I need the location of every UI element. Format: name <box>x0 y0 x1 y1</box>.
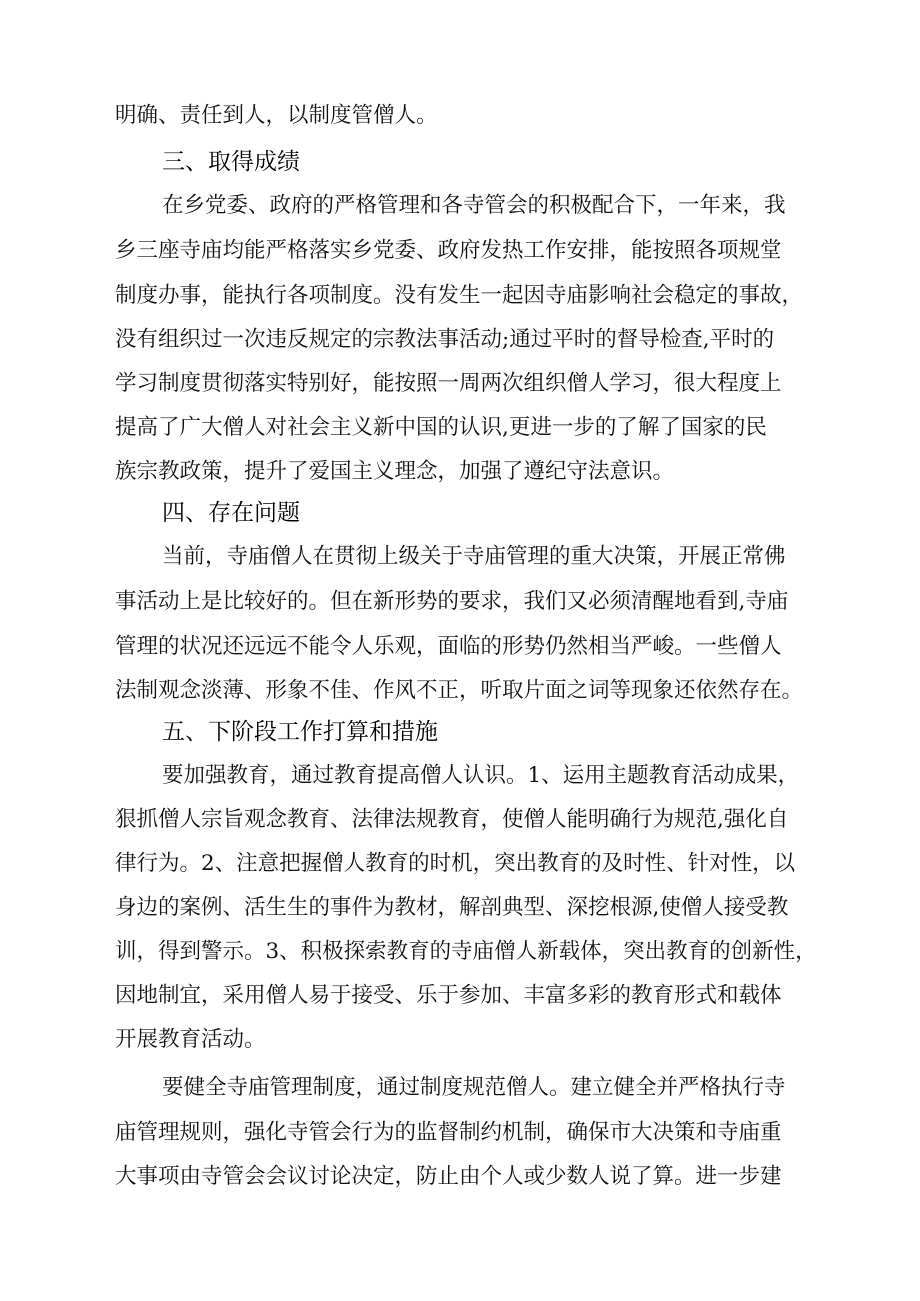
achievements-paragraph-line: 乡三座寺庙均能严格落实乡党委、政府发热工作安排，能按照各项规堂 <box>115 238 782 263</box>
regulations-paragraph-line: 要健全寺庙管理制度，通过制度规范僧人。建立健全并严格执行寺 <box>162 1075 786 1100</box>
problems-paragraph-line: 当前，寺庙僧人在贯彻上级关于寺庙管理的重大决策，开展正常佛 <box>162 544 786 569</box>
next-steps-paragraph-line: 训，得到警示。3、积极探索教育的寺庙僧人新载体，突出教育的创新性， <box>115 939 817 964</box>
achievements-paragraph-line: 制度办事，能执行各项制度。没有发生一起因寺庙影响社会稳定的事故， <box>115 283 804 308</box>
achievements-paragraph-line: 在乡党委、政府的严格管理和各寺管会的积极配合下，一年来，我 <box>162 193 786 218</box>
section-heading-next-steps: 五、下阶段工作打算和措施 <box>162 719 438 745</box>
achievements-paragraph-line: 没有组织过一次违反规定的宗教法事活动;通过平时的督导检查,平时的 <box>115 327 775 352</box>
achievements-paragraph-line: 提高了广大僧人对社会主义新中国的认识,更进一步的了解了国家的民 <box>115 415 767 440</box>
next-steps-paragraph-line: 要加强教育，通过教育提高僧人认识。1、运用主题教育活动成果， <box>162 763 800 788</box>
section-heading-problems: 四、存在问题 <box>162 500 300 526</box>
problems-paragraph-line: 事活动上是比较好的。但在新形势的要求，我们又必须清醒地看到,寺庙 <box>115 589 789 614</box>
next-steps-paragraph-line: 身边的案例、活生生的事件为教材，解剖典型、深挖根源,使僧人接受教 <box>115 895 789 920</box>
next-steps-paragraph-line: 狠抓僧人宗旨观念教育、法律法规教育，使僧人能明确行为规范,强化自 <box>115 807 789 832</box>
regulations-paragraph-line: 大事项由寺管会会议讨论决定，防止由个人或少数人说了算。进一步建 <box>115 1164 782 1189</box>
regulations-paragraph-line: 庙管理规则，强化寺管会行为的监督制约机制，确保市大决策和寺庙重 <box>115 1120 782 1145</box>
problems-paragraph-line: 管理的状况还远远不能令人乐观，面临的形势仍然相当严峻。一些僧人 <box>115 634 782 659</box>
paragraph-continuation-line: 明确、责任到人，以制度管僧人。 <box>115 103 438 128</box>
achievements-paragraph-line: 学习制度贯彻落实特别好，能按照一周两次组织僧人学习，很大程度上 <box>115 371 782 396</box>
next-steps-paragraph-line: 因地制宜，采用僧人易于接受、乐于参加、丰富多彩的教育形式和载体 <box>115 983 782 1008</box>
next-steps-paragraph-line: 开展教育活动。 <box>115 1027 266 1052</box>
problems-paragraph-line: 法制观念淡薄、形象不佳、作风不正，听取片面之词等现象还依然存在。 <box>115 678 804 703</box>
next-steps-paragraph-line: 律行为。2、注意把握僧人教育的时机，突出教育的及时性、针对性，以 <box>115 851 796 876</box>
section-heading-achievements: 三、取得成绩 <box>162 149 300 175</box>
achievements-paragraph-line: 族宗教政策，提升了爱国主义理念，加强了遵纪守法意识。 <box>115 459 675 484</box>
